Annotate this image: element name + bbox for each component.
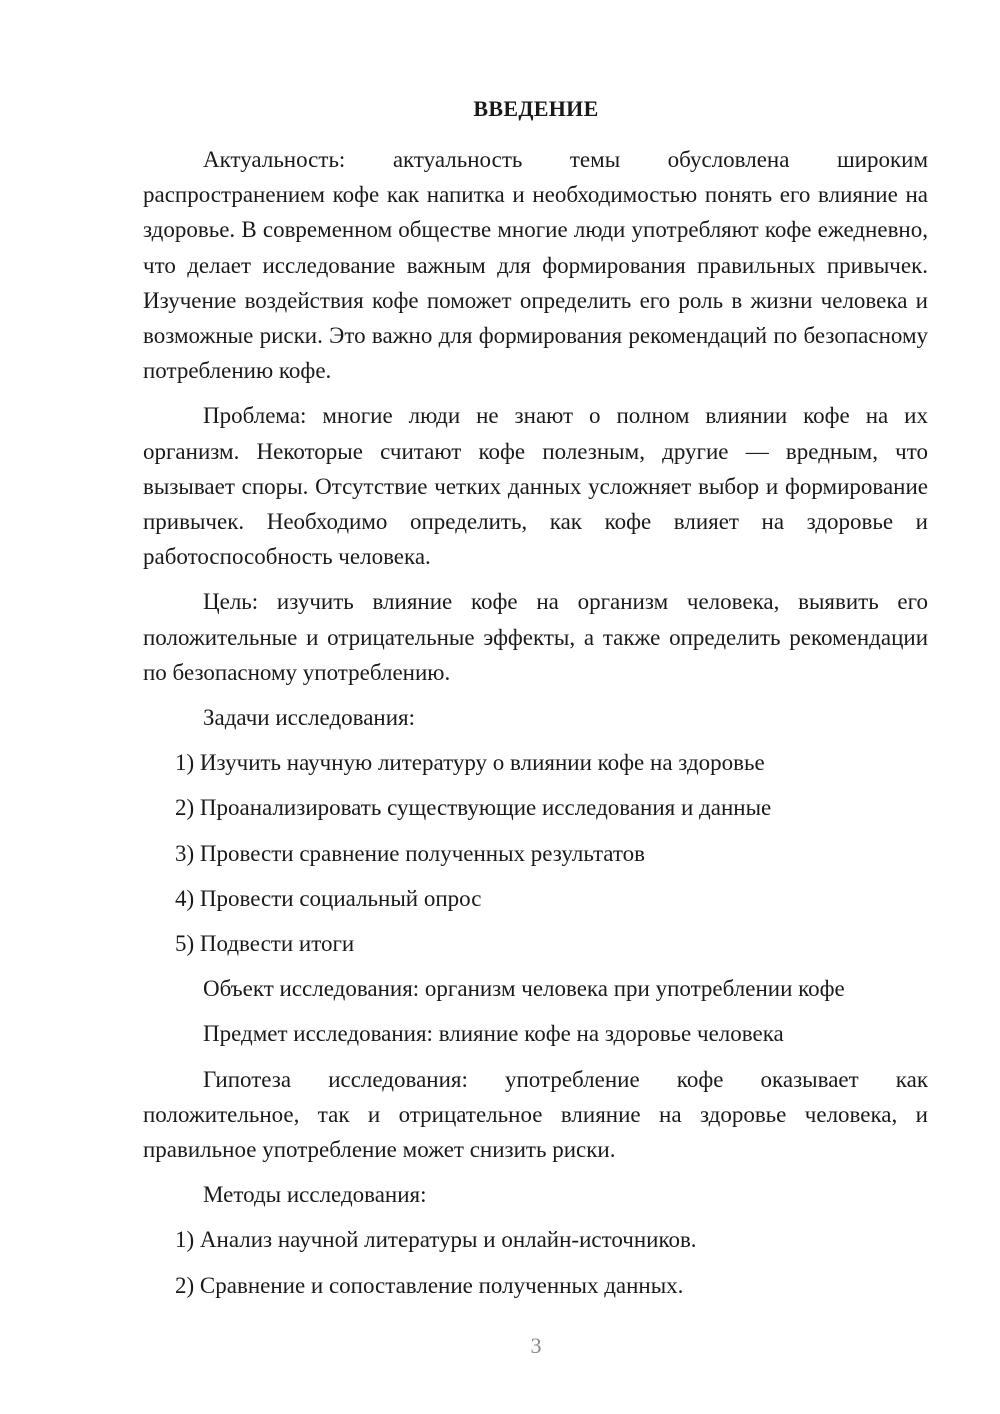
method-item: 1) Анализ научной литературы и онлайн-источников.	[175, 1227, 697, 1253]
subject-line: Предмет исследования: влияние кофе на здоровье человека	[203, 1021, 784, 1047]
method-item: 2) Сравнение и сопоставление полученных данных.	[175, 1272, 684, 1298]
goal-paragraph: Цель: изучить влияние кофе на организм человека, выявить его положительные и отрицательные эффекты, а также определить рекомендации по безопасному употреблению.	[143, 589, 928, 685]
section-heading: ВВЕДЕНИЕ	[473, 96, 599, 121]
task-item: 1) Изучить научную литературу о влиянии кофе на здоровье	[175, 750, 765, 776]
hypothesis-paragraph: Гипотеза исследования: употребление кофе оказывает как положительное, так и отрицательное влияние на здоровье человека, и правильное употребление может снизить риски.	[143, 1066, 928, 1163]
task-item: 2) Проанализировать существующие исследования и данные	[175, 795, 772, 821]
tasks-heading: Задачи исследования:	[203, 705, 416, 731]
task-item: 3) Провести сравнение полученных результатов	[175, 840, 646, 866]
body-text	[143, 142, 928, 1313]
page-number: 3	[530, 1333, 542, 1358]
object-line: Объект исследования: организм человека при употреблении кофе	[203, 976, 845, 1002]
problem-paragraph: Проблема: многие люди не знают о полном влиянии кофе на их организм. Некоторые считают кофе полезным, другие — вредным, что вызывает споры. Отсутствие четких данных усложняет выбор и формирование привычек. Необходимо определить, как кофе влияет на здоровье и работоспособность человека.	[143, 403, 928, 570]
methods-heading: Методы исследования:	[203, 1182, 427, 1208]
task-item: 5) Подвести итоги	[175, 931, 355, 957]
task-item: 4) Провести социальный опрос	[175, 885, 482, 911]
relevance-paragraph: Актуальность: актуальность темы обусловлена широким распространением кофе как напитка и необходимостью понять его влияние на здоровье. В современном обществе многие люди употребляют кофе ежедневно, что делает исследование важным для формирования правильных привычек. Изучение воздействия кофе поможет определить его роль в жизни человека и возможные риски. Это важно для формирования рекомендаций по безопасному потреблению кофе.	[143, 147, 928, 384]
